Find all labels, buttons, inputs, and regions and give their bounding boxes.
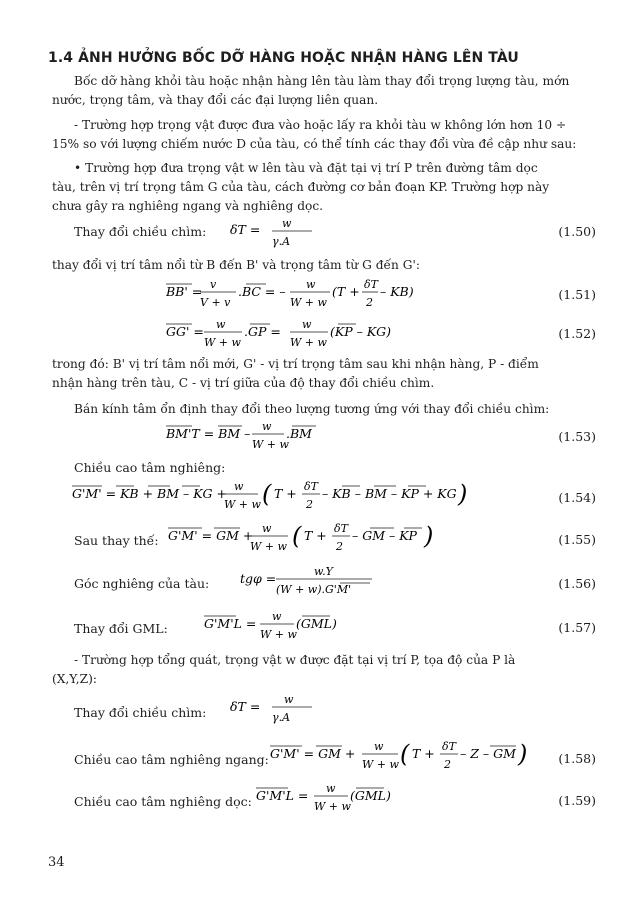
- formula-1-51: [166, 276, 446, 315]
- svg-text:δT: δT: [304, 480, 318, 493]
- svg-text:2: 2: [444, 758, 451, 771]
- eqno-1-53: (1.53): [558, 429, 596, 444]
- transition-text-1: thay đổi vị trí tâm nổi từ B đến B' và trọng tâm từ G đến G':: [52, 258, 420, 272]
- svg-text:G'M' = KB + BM – KG +: G'M' = KB + BM – KG +: [72, 486, 227, 501]
- svg-text:BM'T = BM –: BM'T = BM –: [166, 426, 251, 441]
- svg-text:tgφ =: tgφ =: [240, 571, 277, 586]
- label-1-50: Thay đổi chiều chìm:: [74, 224, 207, 239]
- svg-text:BB' =: BB' =: [166, 284, 203, 299]
- svg-text:w: w: [272, 610, 282, 623]
- svg-text:δT: δT: [442, 740, 456, 753]
- page-number: 34: [48, 855, 65, 870]
- formula-1-57: [204, 606, 364, 649]
- svg-text:(: (: [292, 522, 302, 550]
- svg-text:.GP =: .GP =: [244, 324, 281, 339]
- svg-text:G'M' = GM +: G'M' = GM +: [168, 528, 254, 543]
- svg-text:w: w: [284, 693, 294, 706]
- svg-text:w: w: [326, 782, 336, 795]
- eqno-1-54: (1.54): [558, 490, 596, 505]
- formula-1-59: [256, 780, 416, 823]
- section-heading: 1.4 ẢNH HƯỞNG BỐC DỠ HÀNG HOẶC NHẬN HÀNG LÊN TÀU: [48, 50, 519, 66]
- svg-text:G'M'L =: G'M'L =: [256, 788, 309, 803]
- formula-1-50: [230, 216, 330, 253]
- eqno-1-52: (1.52): [558, 326, 596, 341]
- svg-text:W + w: W + w: [204, 336, 241, 349]
- svg-text:w: w: [216, 318, 226, 331]
- formula-1-54: [72, 478, 472, 521]
- svg-text:w.Y: w.Y: [314, 565, 333, 578]
- eqno-1-58: (1.58): [558, 751, 596, 766]
- eqno-1-59: (1.59): [558, 793, 596, 808]
- svg-text:W + w: W + w: [260, 628, 297, 641]
- svg-text:W + w: W + w: [314, 800, 351, 813]
- svg-text:T +: T +: [412, 746, 435, 761]
- eqno-1-56: (1.56): [558, 576, 596, 591]
- label-sink-general: Thay đổi chiều chìm:: [74, 705, 207, 720]
- label-1-57: Thay đổi GML:: [74, 621, 168, 636]
- svg-text:w: w: [374, 740, 384, 753]
- svg-text:W + w: W + w: [362, 758, 399, 771]
- svg-text:T +: T +: [304, 528, 327, 543]
- label-1-56: Góc nghiêng của tàu:: [74, 576, 210, 591]
- definitions-paragraph: trong đó: B' vị trí tâm nổi mới, G' - vị trí trọng tâm sau khi nhận hàng, P - điểm nhận hàng trên tàu, C - vị trí giữa của độ thay đổi chiều chìm.: [52, 357, 539, 390]
- svg-text:(: (: [400, 740, 410, 768]
- formula-sink-general: [230, 693, 330, 732]
- svg-text:– Z – GM: – Z – GM: [460, 746, 516, 761]
- svg-text:): ): [518, 740, 528, 768]
- svg-text:G'M'L =: G'M'L =: [204, 616, 257, 631]
- eqno-1-55: (1.55): [558, 532, 596, 547]
- svg-text:(GML): (GML): [350, 788, 391, 803]
- svg-text:W + w: W + w: [290, 296, 327, 309]
- svg-text:W + w: W + w: [224, 498, 261, 511]
- svg-text:W + w: W + w: [252, 438, 289, 451]
- svg-text:GG' =: GG' =: [166, 324, 204, 339]
- svg-text:w: w: [302, 318, 312, 331]
- svg-text:w: w: [282, 217, 292, 230]
- svg-text:– GM – KP: – GM – KP: [352, 528, 417, 543]
- svg-text:γ.A: γ.A: [272, 711, 291, 724]
- svg-text:W + w: W + w: [290, 336, 327, 349]
- bullet-paragraph: • Trường hợp đưa trọng vật w lên tàu và đặt tại vị trí P trên đường tâm dọc tàu, trên vị trí trọng tâm G của tàu, cách đường cơ bản đoạn KP. Trường hợp này chưa gây ra nghiêng ngang và nghiêng dọc.: [52, 161, 550, 213]
- svg-text:V + v: V + v: [200, 296, 231, 309]
- svg-text:): ): [458, 480, 468, 508]
- label-1-55: Sau thay thế:: [74, 533, 159, 548]
- svg-text:.BM: .BM: [286, 426, 312, 441]
- svg-text:w: w: [306, 278, 316, 291]
- svg-text:v: v: [210, 278, 217, 291]
- svg-text:2: 2: [306, 498, 313, 511]
- svg-text:w: w: [262, 522, 272, 535]
- svg-text:2: 2: [366, 296, 373, 309]
- svg-text:δT =: δT =: [230, 222, 261, 237]
- svg-text:T +: T +: [274, 486, 297, 501]
- case-paragraph: - Trường hợp trọng vật được đưa vào hoặc lấy ra khỏi tàu w không lớn hơn 10 ÷ 15% so với lượng chiếm nước D của tàu, có thể tính các thay đổi vừa đề cập như sau:: [52, 118, 577, 151]
- eqno-1-57: (1.57): [558, 620, 596, 635]
- formula-1-52: [166, 318, 446, 357]
- eqno-1-51: (1.51): [558, 287, 596, 302]
- formula-1-53: [166, 420, 366, 459]
- formula-1-56: [240, 563, 380, 606]
- svg-text:– KB – BM – KP + KG: – KB – BM – KP + KG: [322, 486, 457, 501]
- svg-text:W + w: W + w: [250, 540, 287, 553]
- svg-text:2: 2: [336, 540, 343, 553]
- svg-text:w: w: [262, 420, 272, 433]
- svg-text:(: (: [262, 480, 272, 508]
- svg-text:(KP – KG): (KP – KG): [330, 324, 392, 339]
- svg-text:– KB): – KB): [380, 284, 414, 299]
- general-case-paragraph: - Trường hợp tổng quát, trọng vật w được đặt tại vị trí P, tọa độ của P là (X,Y,Z):: [52, 653, 516, 686]
- svg-text:γ.A: γ.A: [272, 235, 291, 248]
- label-1-58: Chiều cao tâm nghiêng ngang:: [74, 752, 269, 767]
- svg-text:): ): [424, 522, 434, 550]
- svg-text:w: w: [234, 480, 244, 493]
- svg-text:δT: δT: [334, 522, 348, 535]
- formula-1-58: [270, 738, 530, 781]
- formula-1-55: [168, 520, 438, 563]
- svg-text:(T +: (T +: [332, 284, 360, 299]
- svg-text:(GML): (GML): [296, 616, 337, 631]
- label-1-54: Chiều cao tâm nghiêng:: [74, 460, 226, 475]
- radius-paragraph: Bán kính tâm ổn định thay đổi theo lượng tương ứng với thay đổi chiều chìm:: [74, 402, 550, 416]
- svg-text:.BC = –: .BC = –: [238, 284, 286, 299]
- svg-text:δT: δT: [364, 278, 378, 291]
- svg-text:G'M' = GM +: G'M' = GM +: [270, 746, 356, 761]
- eqno-1-50: (1.50): [558, 224, 596, 239]
- label-1-59: Chiều cao tâm nghiêng dọc:: [74, 794, 252, 809]
- svg-text:(W + w).G'M': (W + w).G'M': [276, 583, 352, 596]
- svg-text:δT =: δT =: [230, 699, 261, 714]
- intro-paragraph: Bốc dỡ hàng khỏi tàu hoặc nhận hàng lên tàu làm thay đổi trọng lượng tàu, mớn nước, trọng tâm, và thay đổi các đại lượng liên quan.: [52, 74, 570, 107]
